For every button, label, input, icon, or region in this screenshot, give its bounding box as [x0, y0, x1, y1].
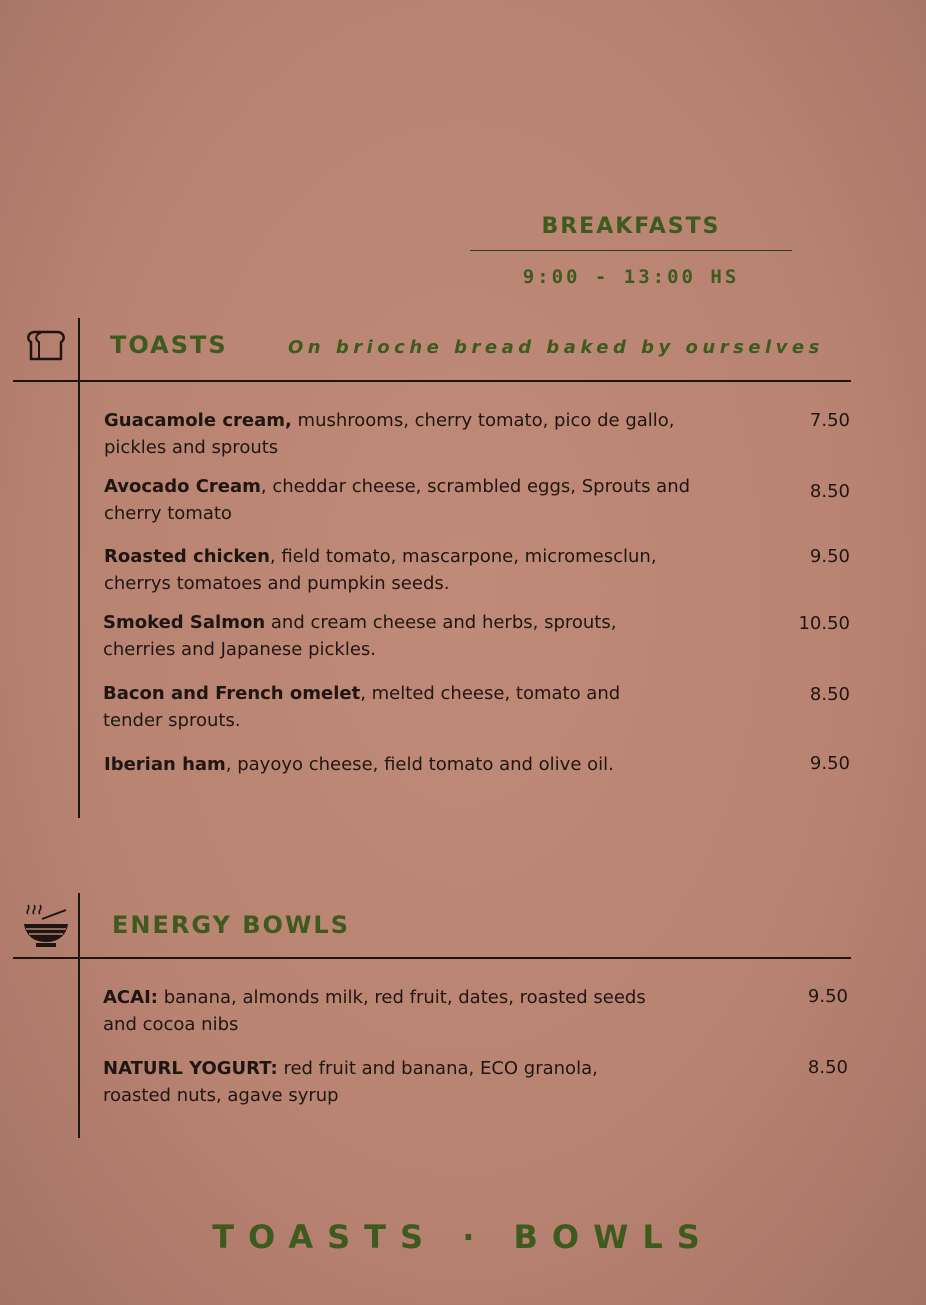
bowl-icon — [22, 900, 70, 954]
item-price: 10.50 — [798, 613, 850, 634]
item-description: , cheddar cheese, scrambled eggs, Sprouts and cherry tomato — [104, 476, 691, 524]
item-price: 9.50 — [809, 753, 850, 774]
item-name: Roasted chicken — [104, 546, 270, 567]
toasts-subtitle: On brioche bread baked by ourselves — [288, 337, 824, 358]
item-description: , field tomato, mascarpone, micromesclun, cherrys tomatoes and pumpkin seeds. — [104, 546, 657, 594]
item-price: 8.50 — [809, 684, 850, 705]
item-description: , melted cheese, tomato and tender sprouts. — [103, 683, 621, 731]
menu-title: BREAKFASTS — [541, 214, 721, 239]
item-price: 9.50 — [809, 546, 850, 567]
bowls-vertical-rule — [78, 893, 80, 1138]
item-price: 8.50 — [809, 481, 850, 502]
menu-item — [103, 680, 673, 734]
footer-sections: TOASTS · BOWLS — [212, 1218, 714, 1256]
menu-item — [103, 984, 663, 1038]
item-description: red fruit and banana, ECO granola, roasted nuts, agave syrup — [103, 1058, 598, 1106]
item-description: and cream cheese and herbs, sprouts, cherries and Japanese pickles. — [103, 612, 617, 660]
menu-item — [104, 473, 724, 527]
menu-item — [104, 407, 684, 461]
menu-hours: 9:00 - 13:00 HS — [522, 266, 740, 288]
item-name: Iberian ham — [104, 754, 226, 775]
bread-icon — [25, 329, 67, 367]
bowls-divider — [13, 957, 851, 959]
item-name: Guacamole cream, — [104, 410, 292, 431]
menu-item — [104, 543, 724, 597]
item-price: 7.50 — [809, 410, 850, 431]
item-description: mushrooms, cherry tomato, pico de gallo, pickles and sprouts — [104, 410, 675, 458]
item-name: Smoked Salmon — [103, 612, 266, 633]
item-name: Bacon and French omelet — [103, 683, 361, 704]
bowls-section-title: ENERGY BOWLS — [112, 911, 351, 939]
item-name: Avocado Cream — [104, 476, 261, 497]
menu-item — [103, 609, 683, 663]
item-description: banana, almonds milk, red fruit, dates, roasted seeds and cocoa nibs — [103, 987, 646, 1035]
item-price: 9.50 — [807, 986, 848, 1007]
toasts-vertical-rule — [78, 318, 80, 818]
item-price: 8.50 — [807, 1057, 848, 1078]
menu-item — [103, 1055, 663, 1109]
item-description: , payoyo cheese, field tomato and olive oil. — [225, 754, 614, 775]
item-name: NATURL YOGURT: — [103, 1058, 278, 1079]
item-name: ACAI: — [103, 987, 158, 1008]
toasts-section-title: TOASTS — [110, 331, 228, 359]
toasts-divider — [13, 380, 851, 382]
header-divider — [470, 250, 792, 251]
menu-item — [104, 751, 724, 778]
